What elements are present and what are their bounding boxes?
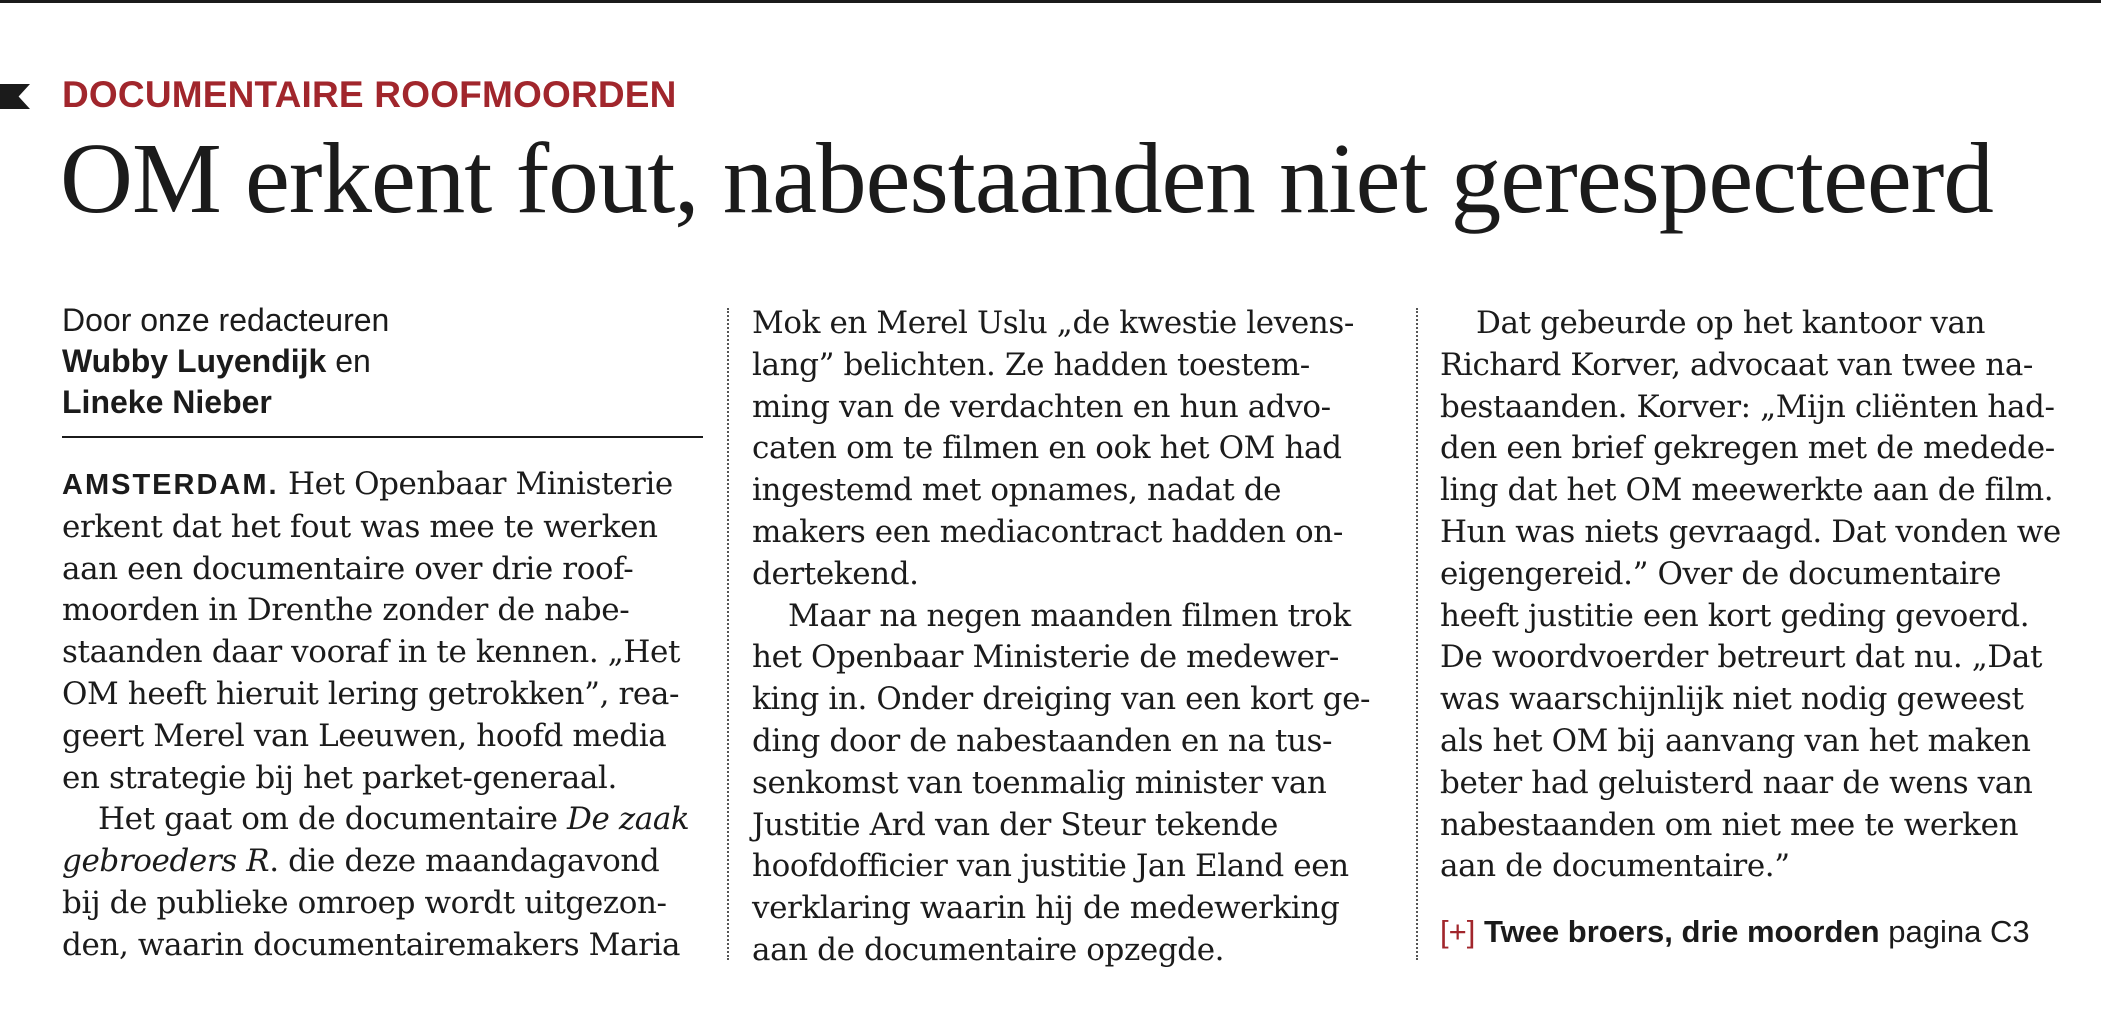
body-line: ling dat het OM meewerkte aan de film. (1440, 472, 2054, 509)
body-line: OM heeft hieruit lering getrokken”, rea- (62, 675, 680, 712)
body-line: eigengereid.” Over de documentaire (1440, 555, 2002, 592)
body-line: aan de documentaire.” (1440, 848, 1790, 885)
body-line: Mok en Merel Uslu „de kwestie levens- (752, 305, 1354, 341)
body-line: geert Merel van Leeuwen, hoofd media (62, 717, 667, 754)
section-flag-icon (0, 84, 30, 109)
body-line: Dat gebeurde op het kantoor van (1476, 305, 1986, 341)
documentary-title: De zaak (566, 801, 690, 838)
kicker: DOCUMENTAIRE ROOFMOORDEN (62, 74, 677, 115)
byline-joiner: en (326, 343, 371, 379)
body-line: den, waarin documentairemakers Maria (62, 926, 681, 963)
body-line: senkomst van toenmalig minister van (752, 764, 1327, 801)
body-line: Het Openbaar Ministerie (278, 466, 673, 502)
body-line: bestaanden. Korver: „Mijn cliënten had- (1440, 388, 2055, 425)
body-line: nabestaanden om niet mee te werken (1440, 806, 2019, 843)
xref-title: Twee broers, drie moorden (1483, 914, 1880, 950)
byline (62, 300, 702, 423)
body-line: beter had geluisterd naar de wens van (1440, 764, 2033, 801)
body-line: Richard Korver, advocaat van twee na- (1440, 346, 2033, 383)
body-line: was waarschijnlijk niet nodig geweest (1440, 681, 2024, 718)
body-line: caten om te filmen en ook het OM had (752, 430, 1342, 467)
author-name: Wubby Luyendijk (62, 343, 327, 379)
body-line: moorden in Drenthe zonder de nabe- (62, 592, 630, 629)
body-line: lang” belichten. Ze hadden toestem- (752, 346, 1310, 383)
body-line: en strategie bij het parket-generaal. (62, 759, 617, 796)
body-line: Hun was niets gevraagd. Dat vonden we (1440, 513, 2061, 550)
body-line: dertekend. (752, 555, 919, 592)
article-body (1440, 303, 2090, 888)
body-line: king in. Onder dreiging van een kort ge- (752, 681, 1371, 718)
article-body (62, 464, 702, 967)
article-column-3 (1440, 303, 2090, 950)
body-line: verklaring waarin hij de medewerking (752, 890, 1340, 927)
article-column-2 (752, 303, 1392, 972)
headline: OM erkent fout, nabestaanden niet gerespecteerd (60, 122, 1993, 234)
body-line: bij de publieke omroep wordt uitgezon- (62, 884, 667, 921)
documentary-title: gebroeders R (62, 843, 270, 880)
body-line: staanden daar vooraf in te kennen. „Het (62, 634, 681, 671)
column-divider (1416, 308, 1418, 960)
column-divider (727, 308, 729, 960)
body-line: hoofdofficier van justitie Jan Eland een (752, 848, 1349, 885)
body-line: ding door de nabestaanden en na tus- (752, 722, 1333, 759)
body-line: Justitie Ard van der Steur tekende (752, 806, 1278, 843)
body-line: heeft justitie een kort geding gevoerd. (1440, 597, 2030, 634)
body-line: makers een mediacontract hadden on- (752, 513, 1343, 550)
body-line: den een brief gekregen met de medede- (1440, 430, 2055, 467)
body-line: het Openbaar Ministerie de medewer- (752, 639, 1340, 676)
author-name: Lineke Nieber (62, 384, 272, 420)
body-line: ingestemd met opnames, nadat de (752, 472, 1282, 509)
byline-intro: Door onze redacteuren (62, 302, 390, 338)
body-line: aan een documentaire over drie roof- (62, 550, 634, 587)
body-line: De woordvoerder betreurt dat nu. „Dat (1440, 639, 2043, 676)
body-line: ming van de verdachten en hun advo- (752, 388, 1331, 425)
article-body (752, 303, 1392, 972)
body-line: aan de documentaire opzegde. (752, 931, 1225, 968)
dateline: AMSTERDAM. (62, 469, 279, 501)
article-column-1 (62, 300, 702, 967)
body-line: Maar na negen maanden filmen trok (788, 597, 1351, 634)
cross-reference[interactable] (1440, 914, 2090, 950)
byline-rule (62, 436, 703, 438)
body-line: als het OM bij aanvang van het maken (1440, 722, 2031, 759)
body-line: Het gaat om de documentaire (98, 801, 567, 838)
xref-marker: [+] (1440, 914, 1476, 950)
body-line: . die deze maandagavond (269, 843, 660, 880)
body-line: erkent dat het fout was mee te werken (62, 508, 658, 545)
top-rule (0, 0, 2101, 3)
xref-page: pagina C3 (1888, 914, 2030, 950)
